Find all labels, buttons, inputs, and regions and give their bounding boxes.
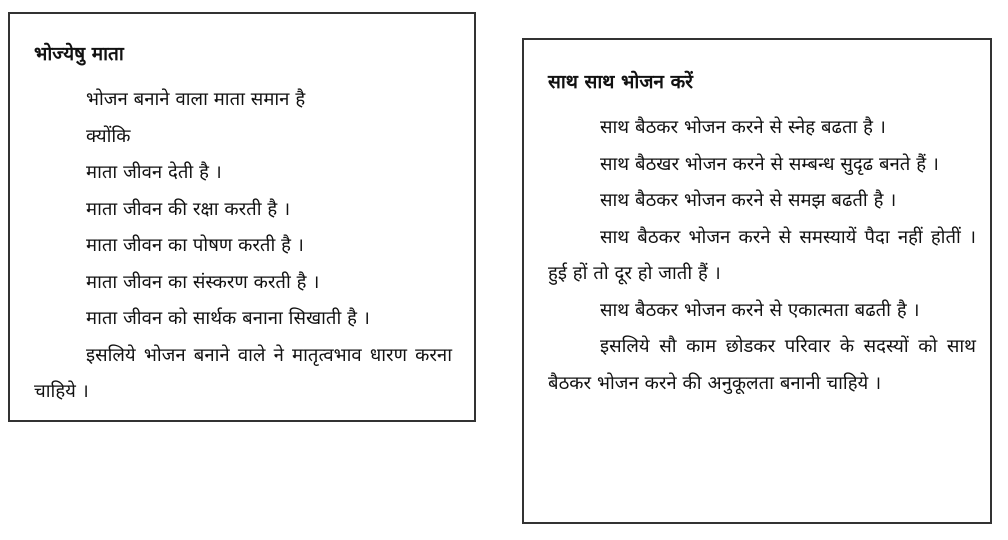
left-line: माता जीवन को सार्थक बनाना सिखाती है । (86, 308, 370, 329)
right-box-title: साथ साथ भोजन करें (548, 71, 693, 93)
right-paragraph: साथ बैठखर भोजन करने से सम्बन्ध सुदृढ बनते हैं । (600, 153, 939, 175)
left-text-box (8, 12, 476, 422)
right-paragraph: साथ बैठकर भोजन करने से समझ बढती है । (600, 190, 897, 211)
left-closing-paragraph: इसलिये भोजन बनाने वाले ने मातृत्वभाव धारण करना चाहिये । (34, 344, 452, 402)
left-line: भोजन बनाने वाला माता समान है (86, 89, 306, 110)
right-paragraph: साथ बैठकर भोजन करने से समस्यायें पैदा नहीं होतीं । हुई हों तो दूर हो जाती हैं । (548, 226, 976, 284)
right-paragraph: साथ बैठकर भोजन करने से स्नेह बढता है । (600, 117, 886, 138)
right-paragraph: इसलिये सौ काम छोडकर परिवार के सदस्यों को साथ बैठकर भोजन करने की अनुकूलता बनानी चाहिये । (548, 336, 976, 394)
left-line: माता जीवन का पोषण करती है । (86, 235, 304, 256)
left-line: माता जीवन की रक्षा करती है । (86, 198, 291, 220)
left-line: माता जीवन का संस्करण करती है । (86, 271, 320, 293)
right-text-box (522, 38, 992, 524)
left-line: माता जीवन देती है । (86, 162, 222, 183)
left-line: क्योंकि (86, 125, 131, 147)
left-box-title: भोज्येषु माता (34, 43, 124, 65)
right-paragraph: साथ बैठकर भोजन करने से एकात्मता बढती है । (600, 299, 920, 321)
